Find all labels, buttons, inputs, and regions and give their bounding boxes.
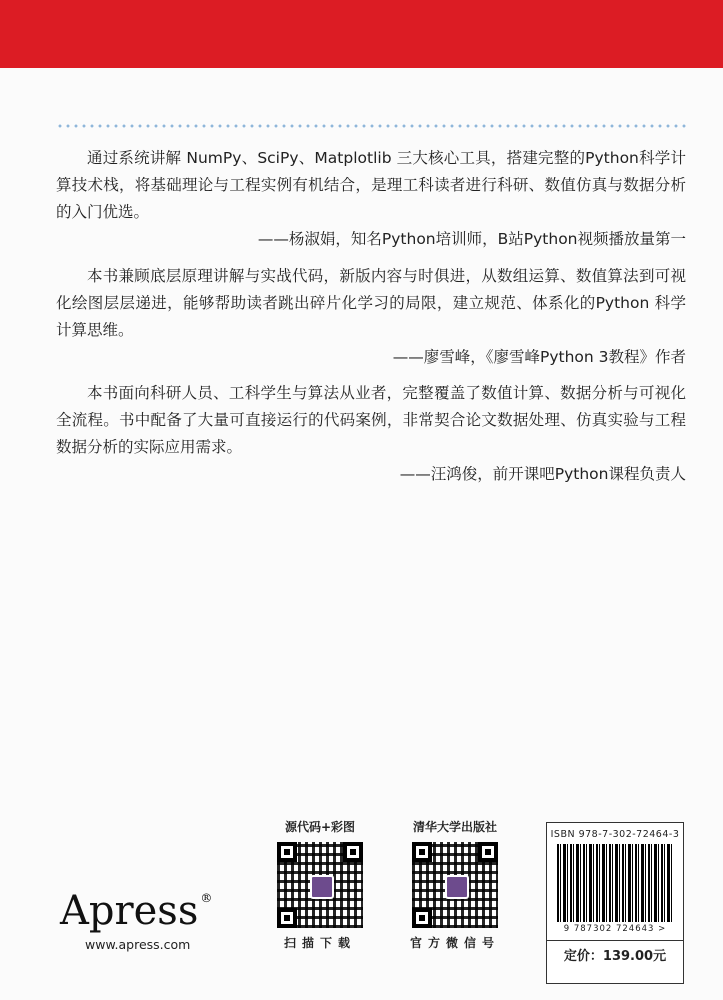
- qr-code-icon: [412, 842, 498, 928]
- qr-source-code: [270, 818, 370, 951]
- barcode-digits: 9 787302 724643 >: [563, 924, 667, 934]
- qr-center-logo-icon: [310, 875, 334, 899]
- review-text: 本书面向科研人员、工科学生与算法从业者，完整覆盖了数值计算、数据分析与可视化全流程。书中配备了大量可直接运行的代码案例，非常契合论文数据处理、仿真实验与工程数据分析的实际应用需求。: [56, 384, 686, 456]
- review-2: [56, 263, 686, 371]
- apress-logo: [60, 888, 212, 934]
- price: 定价：139.00元: [547, 940, 683, 964]
- qr-caption: 官方微信号: [409, 936, 500, 950]
- review-attribution: ——杨淑娟，知名Python培训师，B站Python视频播放量第一: [257, 230, 686, 248]
- barcode-icon: [557, 844, 673, 922]
- top-color-band: [0, 0, 723, 68]
- review-text: 本书兼顾底层原理讲解与实战代码，新版内容与时俱进，从数组运算、数值算法到可视化绘图层层递进，能够帮助读者跳出碎片化学习的局限，建立规范、体系化的Python 科学计算思维。: [56, 267, 686, 339]
- review-3: [56, 380, 686, 488]
- publisher-website: www.apress.com: [85, 937, 191, 952]
- back-cover-footer: [0, 800, 723, 1000]
- review-1: [56, 145, 686, 253]
- qr-code-icon: [277, 842, 363, 928]
- dotted-divider: [56, 124, 686, 128]
- isbn-barcode-box: [546, 822, 684, 984]
- review-attribution: ——廖雪峰，《廖雪峰Python 3教程》作者: [392, 348, 686, 366]
- logo-text: Apress: [60, 888, 199, 934]
- qr-wechat: [405, 818, 505, 951]
- review-attribution: ——汪鸿俊，前开课吧Python课程负责人: [399, 465, 686, 483]
- qr-title: 清华大学出版社: [412, 820, 497, 834]
- qr-caption: 扫描下载: [283, 936, 356, 950]
- registered-mark: ®: [200, 891, 213, 905]
- isbn-label: ISBN 978-7-302-72464-3: [550, 829, 680, 840]
- qr-title: 源代码+彩图: [284, 820, 356, 834]
- qr-center-logo-icon: [445, 875, 469, 899]
- review-text: 通过系统讲解 NumPy、SciPy、Matplotlib 三大核心工具，搭建完整的Python科学计算技术栈，将基础理论与工程实例有机结合，是理工科读者进行科研、数值仿真与数据分析的入门优选。: [56, 149, 686, 221]
